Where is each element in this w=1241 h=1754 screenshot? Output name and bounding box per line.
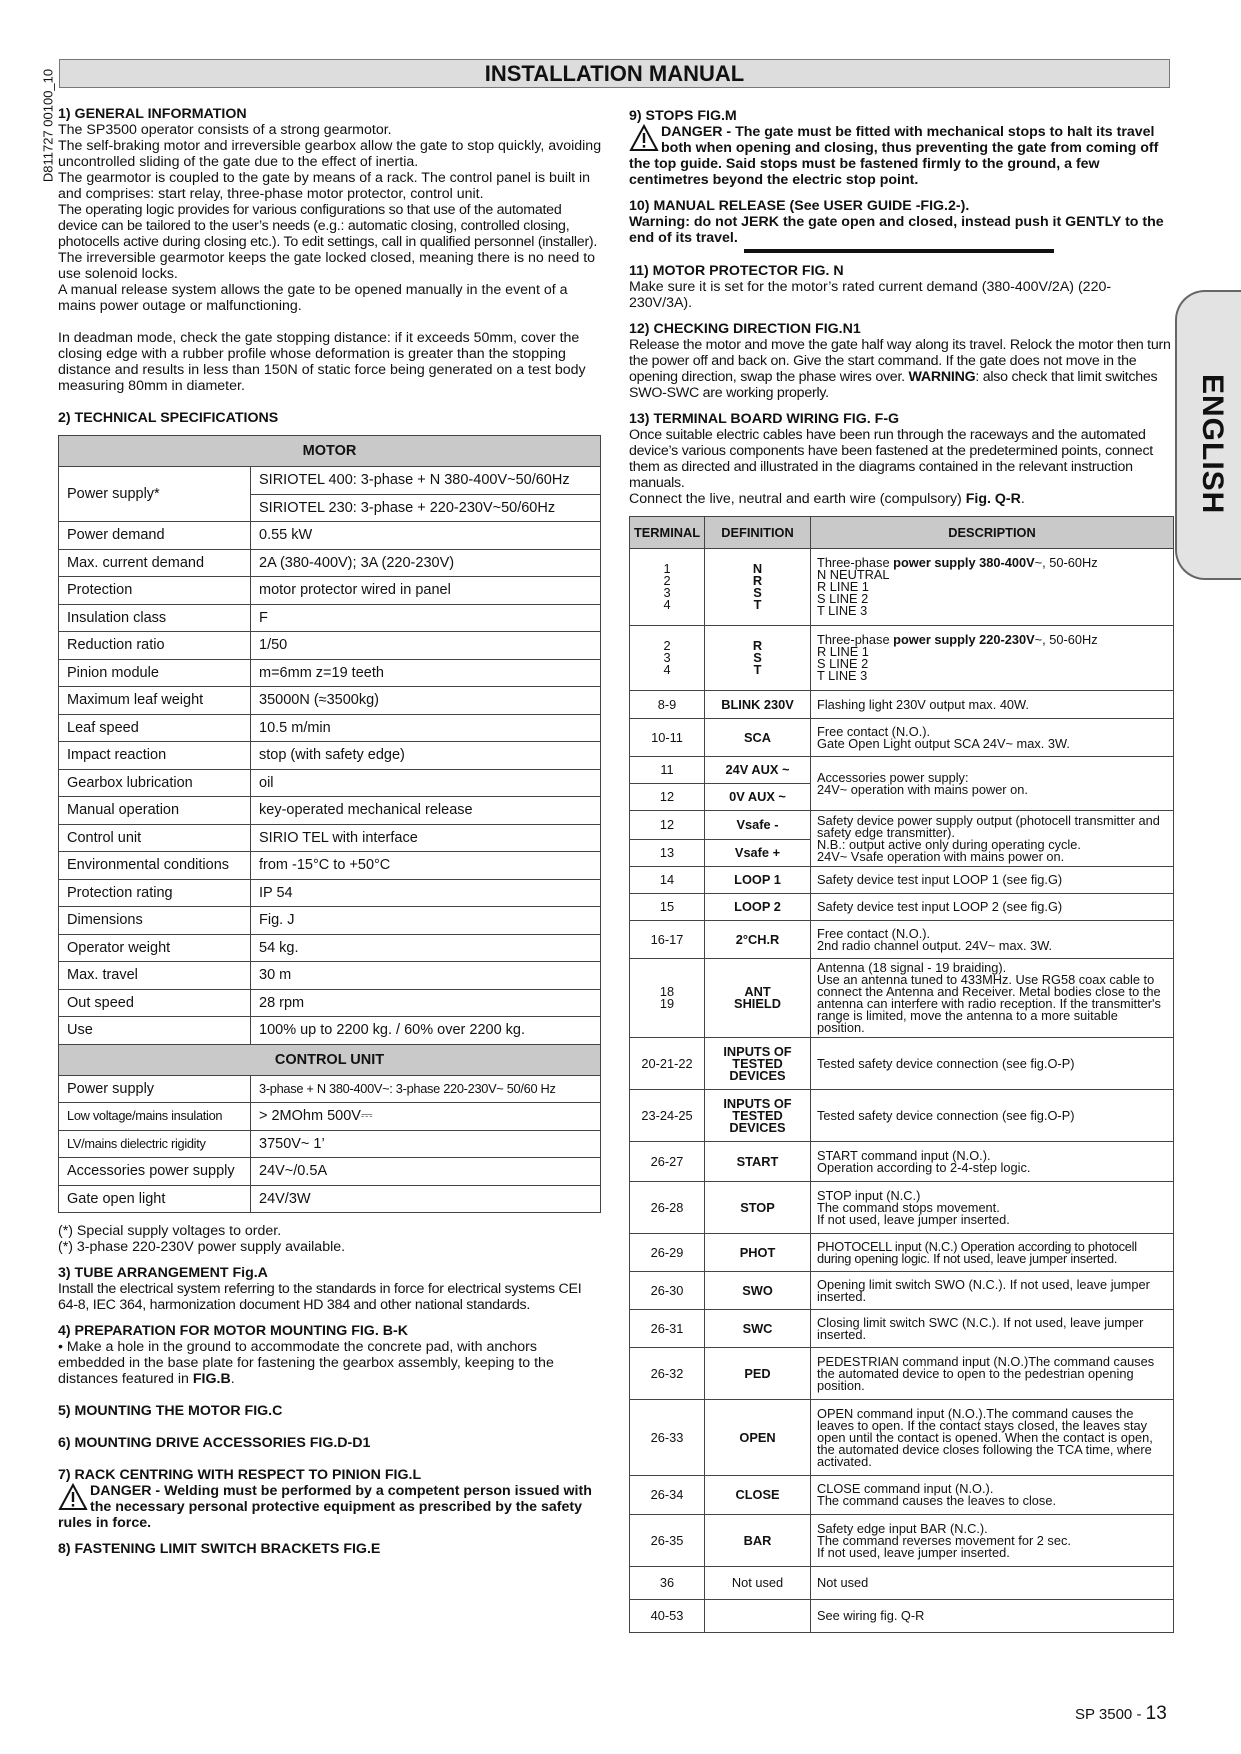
spec-value: 100% up to 2200 kg. / 60% over 2200 kg. (251, 1017, 601, 1045)
warning-icon (58, 1483, 88, 1511)
section-title: 9) STOPS FIG.M (629, 108, 737, 124)
table-row: 36 Not used Not used (630, 1567, 1174, 1600)
paragraph: The gearmotor is coupled to the gate by means of a rack. The control panel is built in and comprises: start relay, three-phase motor protector, control unit. (58, 170, 591, 202)
spec-row (59, 1158, 601, 1186)
spec-label: Dimensions (59, 907, 251, 935)
note: (*) Special supply voltages to order. (58, 1223, 282, 1239)
spec-row (59, 742, 601, 770)
spec-value: 0.55 kW (251, 522, 601, 550)
section-title: 10) MANUAL RELEASE (See USER GUIDE -FIG.2-). (629, 198, 970, 214)
page-number: 13 (1145, 1703, 1167, 1724)
table-header: MOTOR (59, 436, 601, 467)
specs-table (58, 435, 601, 1213)
paragraph: The SP3500 operator consists of a strong gearmotor. (58, 122, 392, 138)
spec-value: from -15°C to +50°C (251, 852, 601, 880)
spec-row (59, 852, 601, 880)
spec-row (59, 1185, 601, 1213)
spec-label: Out speed (59, 989, 251, 1017)
spec-row (59, 522, 601, 550)
spec-label: Gearbox lubrication (59, 769, 251, 797)
table-row: 26-28 STOP STOP input (N.C.) The command stops movement. If not used, leave jumper inserted. (630, 1182, 1174, 1234)
spec-label: Protection (59, 577, 251, 605)
spec-value: 35000N (≈3500kg) (251, 687, 601, 715)
section-title: 11) MOTOR PROTECTOR FIG. N (629, 263, 844, 279)
table-row: 26-34 CLOSE CLOSE command input (N.O.). The command causes the leaves to close. (630, 1476, 1174, 1515)
spec-row (59, 549, 601, 577)
warning-icon (629, 124, 659, 152)
spec-value: 28 rpm (251, 989, 601, 1017)
table-row: 1 2 3 4 N R S T Three-phase power supply 380-400V~, 50-60Hz N NEUTRAL R LINE 1 S LINE 2 T LINE 3 (630, 549, 1174, 626)
spec-row (59, 962, 601, 990)
terminal-table (629, 516, 1174, 1633)
section-title: 2) TECHNICAL SPECIFICATIONS (58, 410, 279, 426)
spec-row (59, 797, 601, 825)
language-tab: ENGLISH (1175, 290, 1241, 580)
spec-label: Reduction ratio (59, 632, 251, 660)
table-row: 16-17 2°CH.R Free contact (N.O.). 2nd radio channel output. 24V~ max. 3W. (630, 921, 1174, 959)
spec-value: 24V/3W (251, 1185, 601, 1213)
spec-value: Fig. J (251, 907, 601, 935)
spec-row (59, 604, 601, 632)
spec-label: Protection rating (59, 879, 251, 907)
spec-row (59, 1103, 601, 1131)
spec-row (59, 934, 601, 962)
table-row: 12 0V AUX ~ (630, 784, 1174, 811)
paragraph: Release the motor and move the gate half way along its travel. Relock the motor then turn the power off and back on. Give the start command. If the gate does not move in the opening direction, swap the phase wires over. WARNING: also check that limit switches SWO-SWC are working properly. (629, 337, 1171, 401)
table-row: 26-31 SWC Closing limit switch SWC (N.C.). If not used, leave jumper inserted. (630, 1310, 1174, 1348)
column-header: DESCRIPTION (811, 517, 1174, 549)
table-row: 26-30 SWO Opening limit switch SWO (N.C.). If not used, leave jumper inserted. (630, 1272, 1174, 1310)
paragraph: Once suitable electric cables have been run through the raceways and the automated device’s various components have been fastened at the predetermined points, connect them as directed and illustrated in the diagrams contained in the relevant instruction manuals. (629, 427, 1153, 491)
table-row: 26-35 BAR Safety edge input BAR (N.C.). The command reverses movement for 2 sec. If not used, leave jumper inserted. (630, 1515, 1174, 1567)
section-title: 4) PREPARATION FOR MOTOR MOUNTING FIG. B-K (58, 1323, 408, 1339)
table-row: 18 19 ANT SHIELD Antenna (18 signal - 19 braiding). Use an antenna tuned to 433MHz. Use RG58 coax cable to connect the Antenna and Receiver. Metal bodies close to the antenna can interfere with radio reception. If the transmitter's range is limited, move the antenna to a more suitable position. (630, 959, 1174, 1038)
section-title: 12) CHECKING DIRECTION FIG.N1 (629, 321, 861, 337)
spec-label: Impact reaction (59, 742, 251, 770)
warning-note: Warning: do not JERK the gate open and closed, instead push it GENTLY to the end of its travel. (629, 214, 1164, 246)
table-row: 26-33 OPEN OPEN command input (N.O.).The command causes the leaves to open. If the contact stays closed, the leaves stay open until the contact is opened. When the contact is open, the automated device closes following the TCA time, where activated. (630, 1400, 1174, 1476)
table-row: 26-27 START START command input (N.O.). Operation according to 2-4-step logic. (630, 1142, 1174, 1182)
paragraph: Install the electrical system referring to the standards in force for electrical systems CEI 64-8, IEC 364, harmonization document HD 384 and other national standards. (58, 1281, 582, 1313)
spec-label: Leaf speed (59, 714, 251, 742)
table-row: 14 LOOP 1 Safety device test input LOOP 1 (see fig.G) (630, 867, 1174, 894)
table-row: 11 24V AUX ~ Accessories power supply: 24V~ operation with mains power on. (630, 757, 1174, 784)
spec-label: LV/mains dielectric rigidity (59, 1130, 251, 1158)
spec-label: Environmental conditions (59, 852, 251, 880)
spec-value: 54 kg. (251, 934, 601, 962)
model-label: SP 3500 - (1075, 1706, 1142, 1723)
spec-value: m=6mm z=19 teeth (251, 659, 601, 687)
table-row: 8-9 BLINK 230V Flashing light 230V output max. 40W. (630, 691, 1174, 719)
paragraph: A manual release system allows the gate to be opened manually in the event of a mains power outage or malfunctioning. (58, 282, 568, 314)
table-row: 10-11 SCA Free contact (N.O.). Gate Open Light output SCA 24V~ max. 3W. (630, 719, 1174, 757)
table-row: 26-32 PED PEDESTRIAN command input (N.O.)The command causes the automated device to open to the pedestrian opening position. (630, 1348, 1174, 1400)
spec-label: Insulation class (59, 604, 251, 632)
spec-label: Gate open light (59, 1185, 251, 1213)
spec-row (59, 659, 601, 687)
paragraph: The self-braking motor and irreversible gearbox allow the gate to stop quickly, avoiding uncontrolled sliding of the gate due to the effect of inertia. (58, 138, 602, 170)
spec-value: SIRIO TEL with interface (251, 824, 601, 852)
table-row: 12 Vsafe - Safety device power supply output (photocell transmitter and safety edge transmitter). N.B.: output active only during operating cycle. 24V~ Vsafe operation with mains power on. (630, 811, 1174, 840)
spec-value: 1/50 (251, 632, 601, 660)
section-title: 1) GENERAL INFORMATION (58, 106, 247, 122)
paragraph: The irreversible gearmotor keeps the gate locked closed, meaning there is no need to use solenoid locks. (58, 250, 596, 282)
spec-label: Maximum leaf weight (59, 687, 251, 715)
paragraph: The operating logic provides for various configurations so that use of the automated device can be tailored to the user’s needs (e.g.: automatic closing, controlled closing, photocells active during closing etc.). To edit settings, call in qualified personnel (installer). (58, 202, 598, 250)
table-row: 40-53 See wiring fig. Q-R (630, 1600, 1174, 1633)
spec-label: Operator weight (59, 934, 251, 962)
spec-label: Power supply (59, 1075, 251, 1103)
spec-value: 2A (380-400V); 3A (220-230V) (251, 549, 601, 577)
danger-note: DANGER - Welding must be performed by a competent person issued with the necessary personal protective equipment as prescribed by the safety rules in force. (58, 1483, 592, 1531)
spec-value: stop (with safety edge) (251, 742, 601, 770)
spec-label: Max. current demand (59, 549, 251, 577)
spec-row (59, 577, 601, 605)
document-code: D811727 00100_10 (40, 68, 56, 183)
spec-label: Manual operation (59, 797, 251, 825)
spec-value: F (251, 604, 601, 632)
spec-row (59, 687, 601, 715)
spec-row (59, 989, 601, 1017)
spec-row (59, 1075, 601, 1103)
right-column (629, 108, 1173, 1633)
table-row: 26-29 PHOT PHOTOCELL input (N.C.) Operation according to photocell during opening logic. If not used, leave jumper inserted. (630, 1234, 1174, 1272)
spec-label: Max. travel (59, 962, 251, 990)
page-title: INSTALLATION MANUAL (59, 59, 1170, 88)
paragraph: In deadman mode, check the gate stopping distance: if it exceeds 50mm, cover the closing edge with a rubber profile whose deformation is greater than the stopping distance and results in less than 150N of static force being generated on a test body measuring 80mm in diameter. (58, 330, 586, 394)
paragraph: • Make a hole in the ground to accommodate the concrete pad, with anchors embedded in the base plate for fastening the gearbox assembly, keeping to the distances featured in FIG.B. (58, 1339, 554, 1387)
note: (*) 3-phase 220-230V power supply available. (58, 1239, 346, 1255)
spec-value: oil (251, 769, 601, 797)
spec-label: Control unit (59, 824, 251, 852)
table-row: 15 LOOP 2 Safety device test input LOOP 2 (see fig.G) (630, 894, 1174, 921)
spec-value: 10.5 m/min (251, 714, 601, 742)
spec-label: Accessories power supply (59, 1158, 251, 1186)
spec-label: Power demand (59, 522, 251, 550)
spec-row (59, 1130, 601, 1158)
spec-value: 3750V~ 1’ (251, 1130, 601, 1158)
spec-label: Use (59, 1017, 251, 1045)
section-title: 3) TUBE ARRANGEMENT Fig.A (58, 1265, 268, 1281)
section-title: 7) RACK CENTRING WITH RESPECT TO PINION FIG.L (58, 1467, 422, 1483)
spec-value: SIRIOTEL 230: 3-phase + 220-230V~50/60Hz (251, 494, 601, 522)
spec-value: > 2MOhm 500V⎓ (251, 1103, 601, 1131)
spec-row (59, 1017, 601, 1045)
spec-value: key-operated mechanical release (251, 797, 601, 825)
spec-row (59, 824, 601, 852)
column-header: TERMINAL (630, 517, 705, 549)
spec-row (59, 879, 601, 907)
spec-row (59, 907, 601, 935)
spec-value: 24V~/0.5A (251, 1158, 601, 1186)
left-column (58, 106, 602, 1557)
table-header: CONTROL UNIT (59, 1044, 601, 1075)
section-title: 8) FASTENING LIMIT SWITCH BRACKETS FIG.E (58, 1541, 381, 1557)
spec-value: SIRIOTEL 400: 3-phase + N 380-400V~50/60Hz (251, 467, 601, 495)
table-row: 23-24-25 INPUTS OF TESTED DEVICES Tested safety device connection (see fig.O-P) (630, 1090, 1174, 1142)
table-row: 2 3 4 R S T Three-phase power supply 220-230V~, 50-60Hz R LINE 1 S LINE 2 T LINE 3 (630, 626, 1174, 691)
spec-label: Power supply* (59, 467, 251, 522)
danger-note: DANGER - The gate must be fitted with mechanical stops to halt its travel both when opening and closing, thus preventing the gate from coming off the top guide. Said stops must be fastened firmly to the ground, a few centimetres beyond the electric stop point. (629, 124, 1159, 188)
table-row: 20-21-22 INPUTS OF TESTED DEVICES Tested safety device connection (see fig.O-P) (630, 1038, 1174, 1090)
spec-value: IP 54 (251, 879, 601, 907)
spec-label: Pinion module (59, 659, 251, 687)
section-title: 5) MOUNTING THE MOTOR FIG.C (58, 1403, 283, 1419)
section-title: 13) TERMINAL BOARD WIRING FIG. F-G (629, 411, 900, 427)
spec-value: motor protector wired in panel (251, 577, 601, 605)
paragraph: Make sure it is set for the motor’s rated current demand (380-400V/2A) (220-230V/3A). (629, 279, 1112, 311)
spec-row (59, 632, 601, 660)
spec-row (59, 769, 601, 797)
spec-row (59, 714, 601, 742)
column-header: DEFINITION (705, 517, 811, 549)
spec-label: Low voltage/mains insulation (59, 1103, 251, 1131)
table-row: 13 Vsafe + (630, 840, 1174, 867)
paragraph: Connect the live, neutral and earth wire (compulsory) Fig. Q-R. (629, 491, 1025, 507)
section-title: 6) MOUNTING DRIVE ACCESSORIES FIG.D-D1 (58, 1435, 371, 1451)
page-footer (1075, 1703, 1167, 1725)
spec-value: 30 m (251, 962, 601, 990)
spec-value: 3-phase + N 380-400V~: 3-phase 220-230V~ 50/60 Hz (251, 1075, 601, 1103)
